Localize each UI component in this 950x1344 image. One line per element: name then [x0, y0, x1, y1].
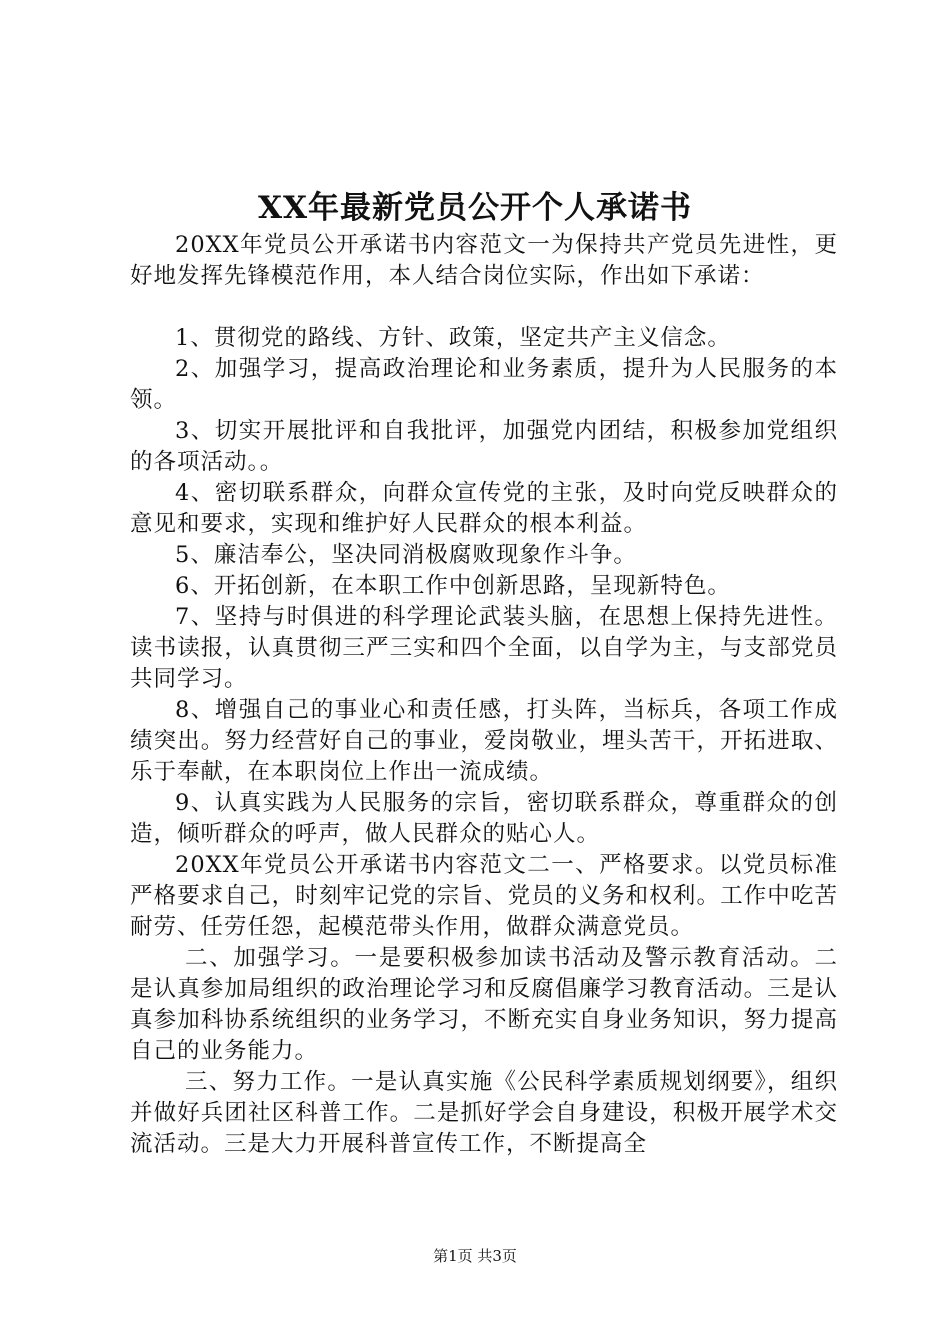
- paragraph-item-5: 5、廉洁奉公，坚决同消极腐败现象作斗争。: [175, 542, 637, 568]
- document-body: [130, 230, 838, 1160]
- paragraph-sample-two: 20XX年党员公开承诺书内容范文二一、严格要求。以党员标准严格要求自己，时刻牢记党的宗旨、党员的义务和权利。工作中吃苦耐劳、任劳任怨，起模范带头作用，做群众满意党员。: [130, 852, 838, 940]
- page-number: 第1页 共3页: [433, 1247, 517, 1265]
- paragraph-intro: 20XX年党员公开承诺书内容范文一为保持共产党员先进性，更好地发挥先锋模范作用，本人结合岗位实际，作出如下承诺：: [130, 232, 838, 289]
- paragraph-item-9: 9、认真实践为人民服务的宗旨，密切联系群众，尊重群众的创造，倾听群众的呼声，做人民群众的贴心人。: [130, 790, 838, 847]
- paragraph-section-three: 三、努力工作。一是认真实施《公民科学素质规划纲要》，组织并做好兵团社区科普工作。二是抓好学会自身建设，积极开展学术交流活动。三是大力开展科普宣传工作，不断提高全: [130, 1069, 838, 1157]
- paragraph-item-6: 6、开拓创新，在本职工作中创新思路，呈现新特色。: [175, 573, 731, 599]
- document-title: XX年最新党员公开个人承诺书: [257, 190, 693, 226]
- paragraph-item-2: 2、加强学习，提高政治理论和业务素质，提升为人民服务的本领。: [130, 356, 838, 413]
- paragraph-item-1: 1、贯彻党的路线、方针、政策，坚定共产主义信念。: [175, 325, 731, 351]
- paragraph-item-4: 4、密切联系群众，向群众宣传党的主张，及时向党反映群众的意见和要求，实现和维护好人民群众的根本利益。: [130, 480, 838, 537]
- paragraph-item-8: 8、增强自己的事业心和责任感，打头阵，当标兵，各项工作成绩突出。努力经营好自己的事业，爱岗敬业，埋头苦干，开拓进取、乐于奉献，在本职岗位上作出一流成绩。: [130, 697, 838, 785]
- paragraph-section-two: 二、加强学习。一是要积极参加读书活动及警示教育活动。二是认真参加局组织的政治理论学习和反腐倡廉学习教育活动。三是认真参加科协系统组织的业务学习，不断充实自身业务知识，努力提高自己的业务能力。: [130, 945, 838, 1064]
- paragraph-item-7: 7、坚持与时俱进的科学理论武装头脑，在思想上保持先进性。读书读报，认真贯彻三严三实和四个全面，以自学为主，与支部党员共同学习。: [130, 604, 838, 692]
- paragraph-item-3: 3、切实开展批评和自我批评，加强党内团结，积极参加党组织的各项活动。。: [130, 418, 838, 475]
